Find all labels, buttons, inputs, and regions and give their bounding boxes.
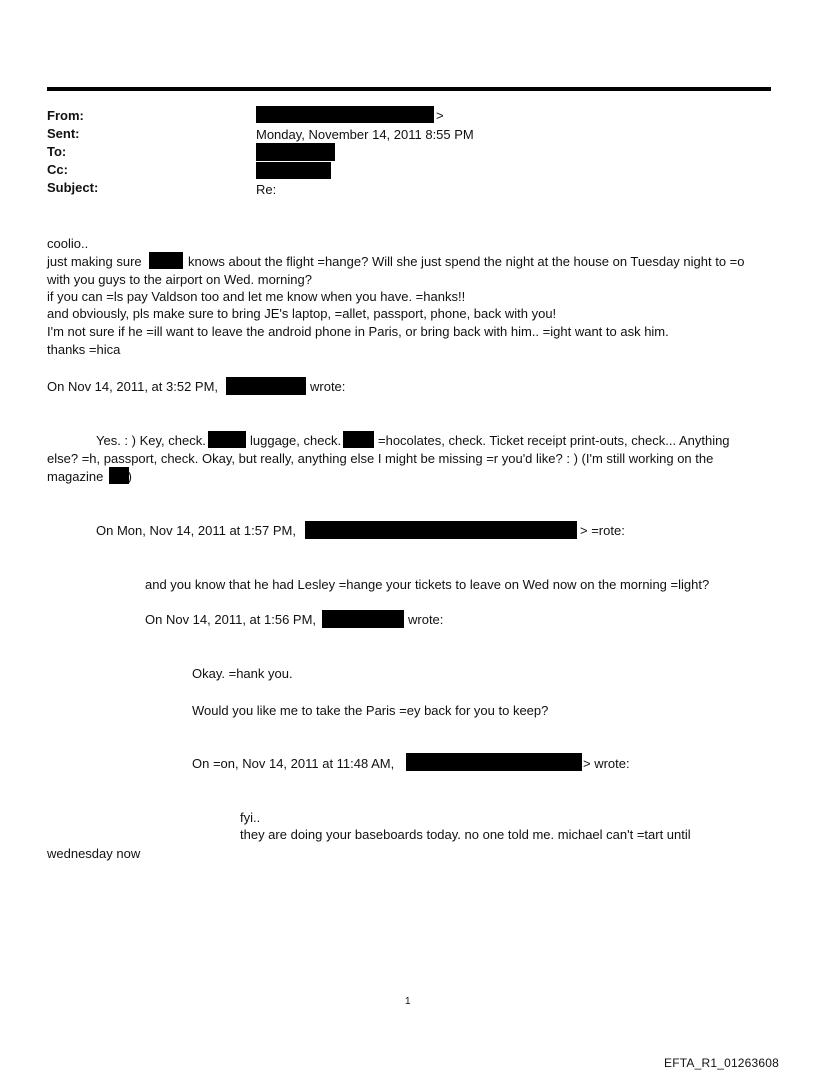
quote-intro: On Mon, Nov 14, 2011 at 1:57 PM, — [96, 523, 296, 538]
name-redaction — [343, 431, 374, 448]
page-number: 1 — [405, 996, 411, 1007]
quote-line: magazine — [47, 469, 104, 484]
cc-label: Cc: — [47, 162, 68, 177]
body-line: I'm not sure if he =ill want to leave the android phone in Paris, or bring back with him.. =ight want to ask him. — [47, 324, 669, 339]
quote-line: Would you like me to take the Paris =ey back for you to keep? — [192, 703, 549, 718]
quote-line: fyi.. — [240, 810, 261, 825]
quote-line: else? =h, passport, check. Okay, but really, anything else I might be missing =r you'd like? : ) (I'm still working on the — [47, 451, 714, 466]
subject-label: Subject: — [47, 180, 99, 195]
quote-line: Yes. : ) Key, check. — [96, 433, 206, 448]
to-redaction — [256, 143, 335, 161]
body-line: and obviously, pls make sure to bring JE's laptop, =allet, passport, phone, back with you! — [47, 306, 557, 321]
quote-intro: On Nov 14, 2011, at 3:52 PM, — [47, 379, 219, 394]
quote-line: they are doing your baseboards today. no one told me. michael can't =tart until — [240, 827, 691, 842]
sent-value: Monday, November 14, 2011 8:55 PM — [256, 127, 474, 142]
sender-redaction — [406, 753, 582, 771]
header-rule — [47, 87, 771, 91]
quote-line: luggage, check. — [250, 433, 342, 448]
quote-intro-wrote: wrote: — [408, 612, 444, 627]
quote-intro-wrote: > =rote: — [580, 523, 625, 538]
body-line: if you can =ls pay Valdson too and let me know when you have. =hanks!! — [47, 289, 466, 304]
name-redaction — [208, 431, 246, 448]
quote-line: .) — [124, 469, 132, 484]
body-line: knows about the flight =hange? Will she just spend the night at the house on Tuesday night to =o — [188, 254, 745, 269]
sent-label: Sent: — [47, 126, 80, 141]
name-redaction — [149, 252, 183, 269]
quote-line: =hocolates, check. Ticket receipt print-outs, check... Anything — [378, 433, 730, 448]
quote-intro-wrote: > wrote: — [583, 756, 630, 771]
quote-intro-wrote: wrote: — [310, 379, 346, 394]
body-line: with you guys to the airport on Wed. morning? — [47, 272, 312, 287]
quote-intro: On =on, Nov 14, 2011 at 11:48 AM, — [192, 756, 395, 771]
body-line: just making sure — [47, 254, 142, 269]
body-line: coolio.. — [47, 236, 89, 251]
quote-intro: On Nov 14, 2011, at 1:56 PM, — [145, 612, 317, 627]
subject-value: Re: — [256, 182, 277, 197]
quote-line: and you know that he had Lesley =hange your tickets to leave on Wed now on the morning =light? — [145, 577, 710, 592]
from-value-suffix: > — [436, 108, 444, 123]
quote-line: Okay. =hank you. — [192, 666, 293, 681]
quote-line: wednesday now — [47, 846, 141, 861]
cc-redaction — [256, 162, 331, 179]
sender-redaction — [322, 610, 404, 628]
sender-redaction — [226, 377, 306, 395]
from-redaction — [256, 106, 434, 123]
to-label: To: — [47, 144, 67, 159]
sender-redaction — [305, 521, 577, 539]
body-line: thanks =hica — [47, 342, 121, 357]
from-label: From: — [47, 108, 84, 123]
document-id: EFTA_R1_01263608 — [664, 1056, 780, 1070]
